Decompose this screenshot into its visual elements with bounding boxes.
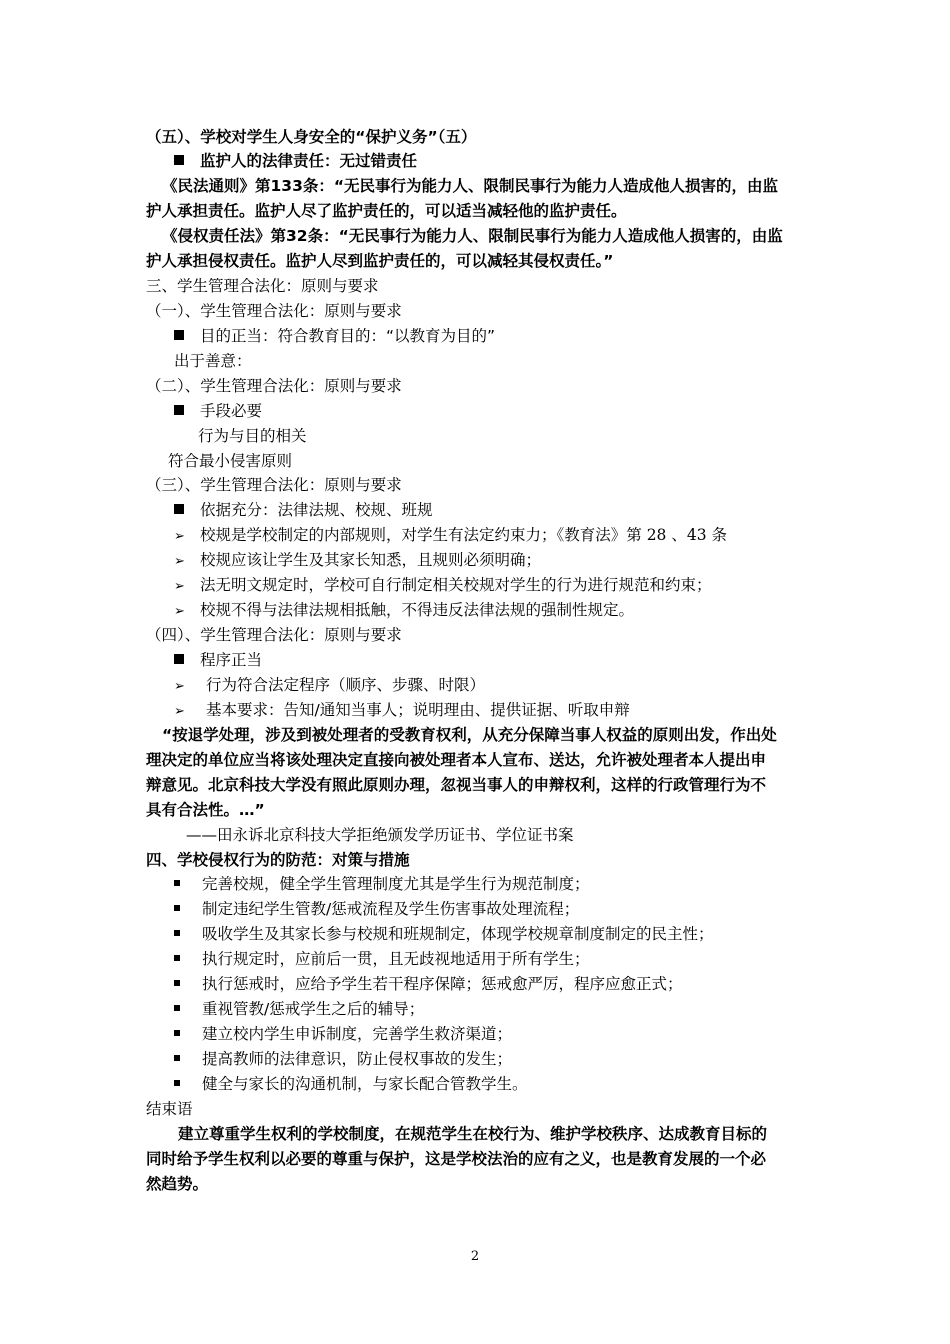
small-square-icon	[174, 980, 180, 986]
paragraph-line: 护人承担侵权责任。监护人尽到监护责任的，可以减轻其侵权责任。”	[146, 252, 614, 270]
list-item: 建立校内学生申诉制度，完善学生救济渠道；	[174, 1024, 512, 1044]
arrowhead-icon: ➢	[174, 679, 185, 694]
bullet-item: 监护人的法律责任：无过错责任	[174, 151, 417, 171]
text-line: 行为与目的相关	[198, 427, 307, 445]
subsection-heading: （四）、学生管理合法化：原则与要求	[146, 626, 402, 644]
arrow-item: ➢ 校规应该让学生及其家长知悉，且规则必须明确；	[174, 550, 541, 572]
subsection-heading: （二）、学生管理合法化：原则与要求	[146, 377, 402, 395]
arrowhead-icon: ➢	[174, 554, 185, 569]
subsection-heading: （三）、学生管理合法化：原则与要求	[146, 476, 402, 494]
arrow-item: ➢ 行为符合法定程序（顺序、步骤、时限）	[174, 675, 485, 697]
black-square-icon	[174, 155, 184, 165]
quote-line: 辩意见。北京科技大学没有照此原则办理，忽视当事人的申辩权利，这样的行政管理行为不	[146, 776, 767, 794]
small-square-icon	[174, 1055, 180, 1061]
arrowhead-icon: ➢	[174, 579, 185, 594]
bullet-item: 目的正当：符合教育目的：“以教育为目的”	[174, 326, 495, 346]
arrow-item: ➢ 校规不得与法律法规相抵触，不得违反法律法规的强制性规定。	[174, 600, 634, 622]
black-square-icon	[174, 330, 184, 340]
paragraph-line: 《民法通则》第133条：“无民事行为能力人、限制民事行为能力人造成他人损害的，由监	[162, 177, 779, 195]
list-item: 执行规定时，应前后一贯，且无歧视地适用于所有学生；	[174, 949, 590, 969]
black-square-icon	[174, 405, 184, 415]
list-item: 重视管教/惩戒学生之后的辅导；	[174, 999, 424, 1019]
subsection-heading: （一）、学生管理合法化：原则与要求	[146, 302, 402, 320]
black-square-icon	[174, 504, 184, 514]
paragraph-line: 然趋势。	[146, 1175, 209, 1193]
paragraph-line: 同时给予学生权利以必要的尊重与保护，这是学校法治的应有之义，也是教育发展的一个必	[146, 1150, 767, 1168]
arrow-item: ➢ 校规是学校制定的内部规则，对学生有法定约束力；《教育法》第 28 、43 条	[174, 525, 727, 547]
small-square-icon	[174, 880, 180, 886]
arrowhead-icon: ➢	[174, 704, 185, 719]
paragraph-line: 建立尊重学生权利的学校制度，在规范学生在校行为、维护学校秩序、达成教育目标的	[178, 1125, 768, 1143]
bullet-item: 依据充分：法律法规、校规、班规	[174, 500, 433, 520]
bullet-item: 程序正当	[174, 650, 262, 670]
list-item: 健全与家长的沟通机制，与家长配合管教学生。	[174, 1074, 528, 1094]
quote-line: “按退学处理，涉及到被处理者的受教育权利，从充分保障当事人权益的原则出发，作出处	[162, 726, 777, 744]
black-square-icon	[174, 654, 184, 664]
arrowhead-icon: ➢	[174, 529, 185, 544]
small-square-icon	[174, 1030, 180, 1036]
list-item: 吸收学生及其家长参与校规和班规制定，体现学校规章制度制定的民主性；	[174, 924, 714, 944]
text-line: 出于善意：	[174, 352, 252, 370]
paragraph-line: 护人承担责任。监护人尽了监护责任的，可以适当减轻他的监护责任。	[146, 202, 627, 220]
arrowhead-icon: ➢	[174, 604, 185, 619]
quote-line: 具有合法性。…”	[146, 801, 265, 819]
small-square-icon	[174, 1080, 180, 1086]
list-item: 提高教师的法律意识，防止侵权事故的发生；	[174, 1049, 512, 1069]
paragraph-line: 《侵权责任法》第32条：“无民事行为能力人、限制民事行为能力人造成他人损害的，由监	[162, 227, 783, 245]
small-square-icon	[174, 930, 180, 936]
list-item: 执行惩戒时，应给予学生若干程序保障；惩戒愈严厉，程序应愈正式；	[174, 974, 683, 994]
quote-line: 理决定的单位应当将该处理决定直接向被处理者本人宣布、送达，允许被处理者本人提出申	[146, 751, 767, 769]
section-heading: 四、学校侵权行为的防范：对策与措施	[146, 851, 410, 869]
small-square-icon	[174, 1005, 180, 1011]
section-heading: （五）、学校对学生人身安全的“保护义务”（五）	[146, 128, 477, 146]
list-item: 制定违纪学生管教/惩戒流程及学生伤害事故处理流程；	[174, 899, 579, 919]
bullet-item: 手段必要	[174, 401, 262, 421]
quote-attribution: ——田永诉北京科技大学拒绝颁发学历证书、学位证书案	[186, 826, 574, 844]
text-line: 符合最小侵害原则	[168, 452, 293, 470]
arrow-item: ➢ 基本要求：告知/通知当事人；说明理由、提供证据、听取申辩	[174, 700, 630, 722]
section-heading: 结束语	[146, 1100, 193, 1118]
section-heading: 三、学生管理合法化：原则与要求	[146, 277, 379, 295]
arrow-item: ➢ 法无明文规定时，学校可自行制定相关校规对学生的行为进行规范和约束；	[174, 575, 712, 597]
small-square-icon	[174, 955, 180, 961]
small-square-icon	[174, 905, 180, 911]
page-number: 2	[470, 1249, 480, 1264]
list-item: 完善校规，健全学生管理制度尤其是学生行为规范制度；	[174, 874, 590, 894]
